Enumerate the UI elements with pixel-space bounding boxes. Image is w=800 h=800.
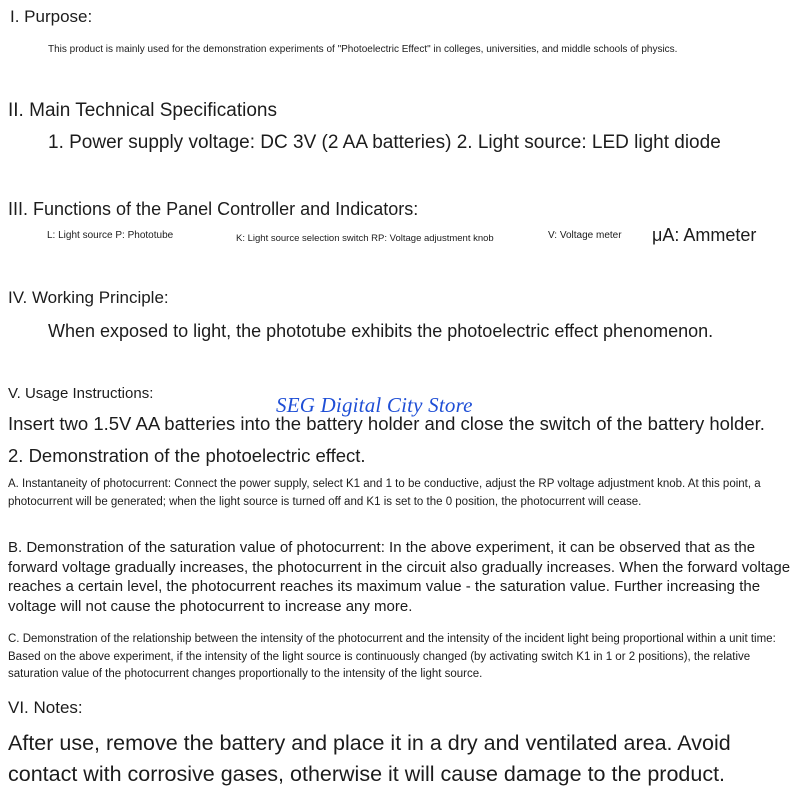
functions-item-switch: K: Light source selection switch RP: Voltage adjustment knob — [236, 233, 494, 244]
purpose-heading: I. Purpose: — [10, 7, 93, 26]
usage-heading: V. Usage Instructions: — [8, 385, 154, 402]
store-watermark: SEG Digital City Store — [276, 393, 473, 417]
usage-step-1: Insert two 1.5V AA batteries into the battery holder and close the switch of the battery holder. — [8, 413, 765, 434]
specs-text: 1. Power supply voltage: DC 3V (2 AA batteries) 2. Light source: LED light diode — [48, 132, 721, 153]
usage-step-2: 2. Demonstration of the photoelectric effect. — [8, 445, 366, 466]
functions-item-light-source: L: Light source P: Phototube — [47, 230, 174, 241]
principle-heading: IV. Working Principle: — [8, 288, 169, 307]
principle-text: When exposed to light, the phototube exhibits the photoelectric effect phenomenon. — [48, 321, 714, 341]
functions-item-voltmeter: V: Voltage meter — [548, 230, 622, 241]
functions-heading: III. Functions of the Panel Controller and Indicators: — [8, 199, 419, 219]
purpose-text: This product is mainly used for the demonstration experiments of "Photoelectric Effect" in colleges, universities, and middle schools of physics. — [48, 44, 678, 55]
functions-item-ammeter: μA: Ammeter — [652, 225, 757, 245]
specs-heading: II. Main Technical Specifications — [8, 100, 277, 121]
usage-paragraph-b: B. Demonstration of the saturation value of photocurrent: In the above experiment, it can be observed that as the forward voltage gradually increases, the photocurrent in the circuit also gradually increases. When the forward voltage reaches a certain level, the photocurrent reaches its maximum value - the saturation value. Further increasing the voltage will not cause the photocurrent to increase any more. — [8, 539, 791, 615]
usage-paragraph-a: A. Instantaneity of photocurrent: Connect the power supply, select K1 and 1 to be conductive, adjust the RP voltage adjustment knob. At this point, a photocurrent will be generated; when the light source is turned off and K1 is set to the 0 position, the photocurrent will cease. — [8, 478, 761, 508]
usage-paragraph-c: C. Demonstration of the relationship between the intensity of the photocurrent and the intensity of the incident light being proportional within a unit time: Based on the above experiment, if the intensity of the light source is continuously changed (by activating switch K1 in 1 or 2 positions), the relative saturation value of the photocurrent changes proportionally to the intensity of the light source. — [8, 633, 776, 680]
notes-heading: VI. Notes: — [8, 698, 83, 717]
notes-text: After use, remove the battery and place it in a dry and ventilated area. Avoid contact with corrosive gases, otherwise it will cause damage to the product. — [8, 731, 731, 786]
